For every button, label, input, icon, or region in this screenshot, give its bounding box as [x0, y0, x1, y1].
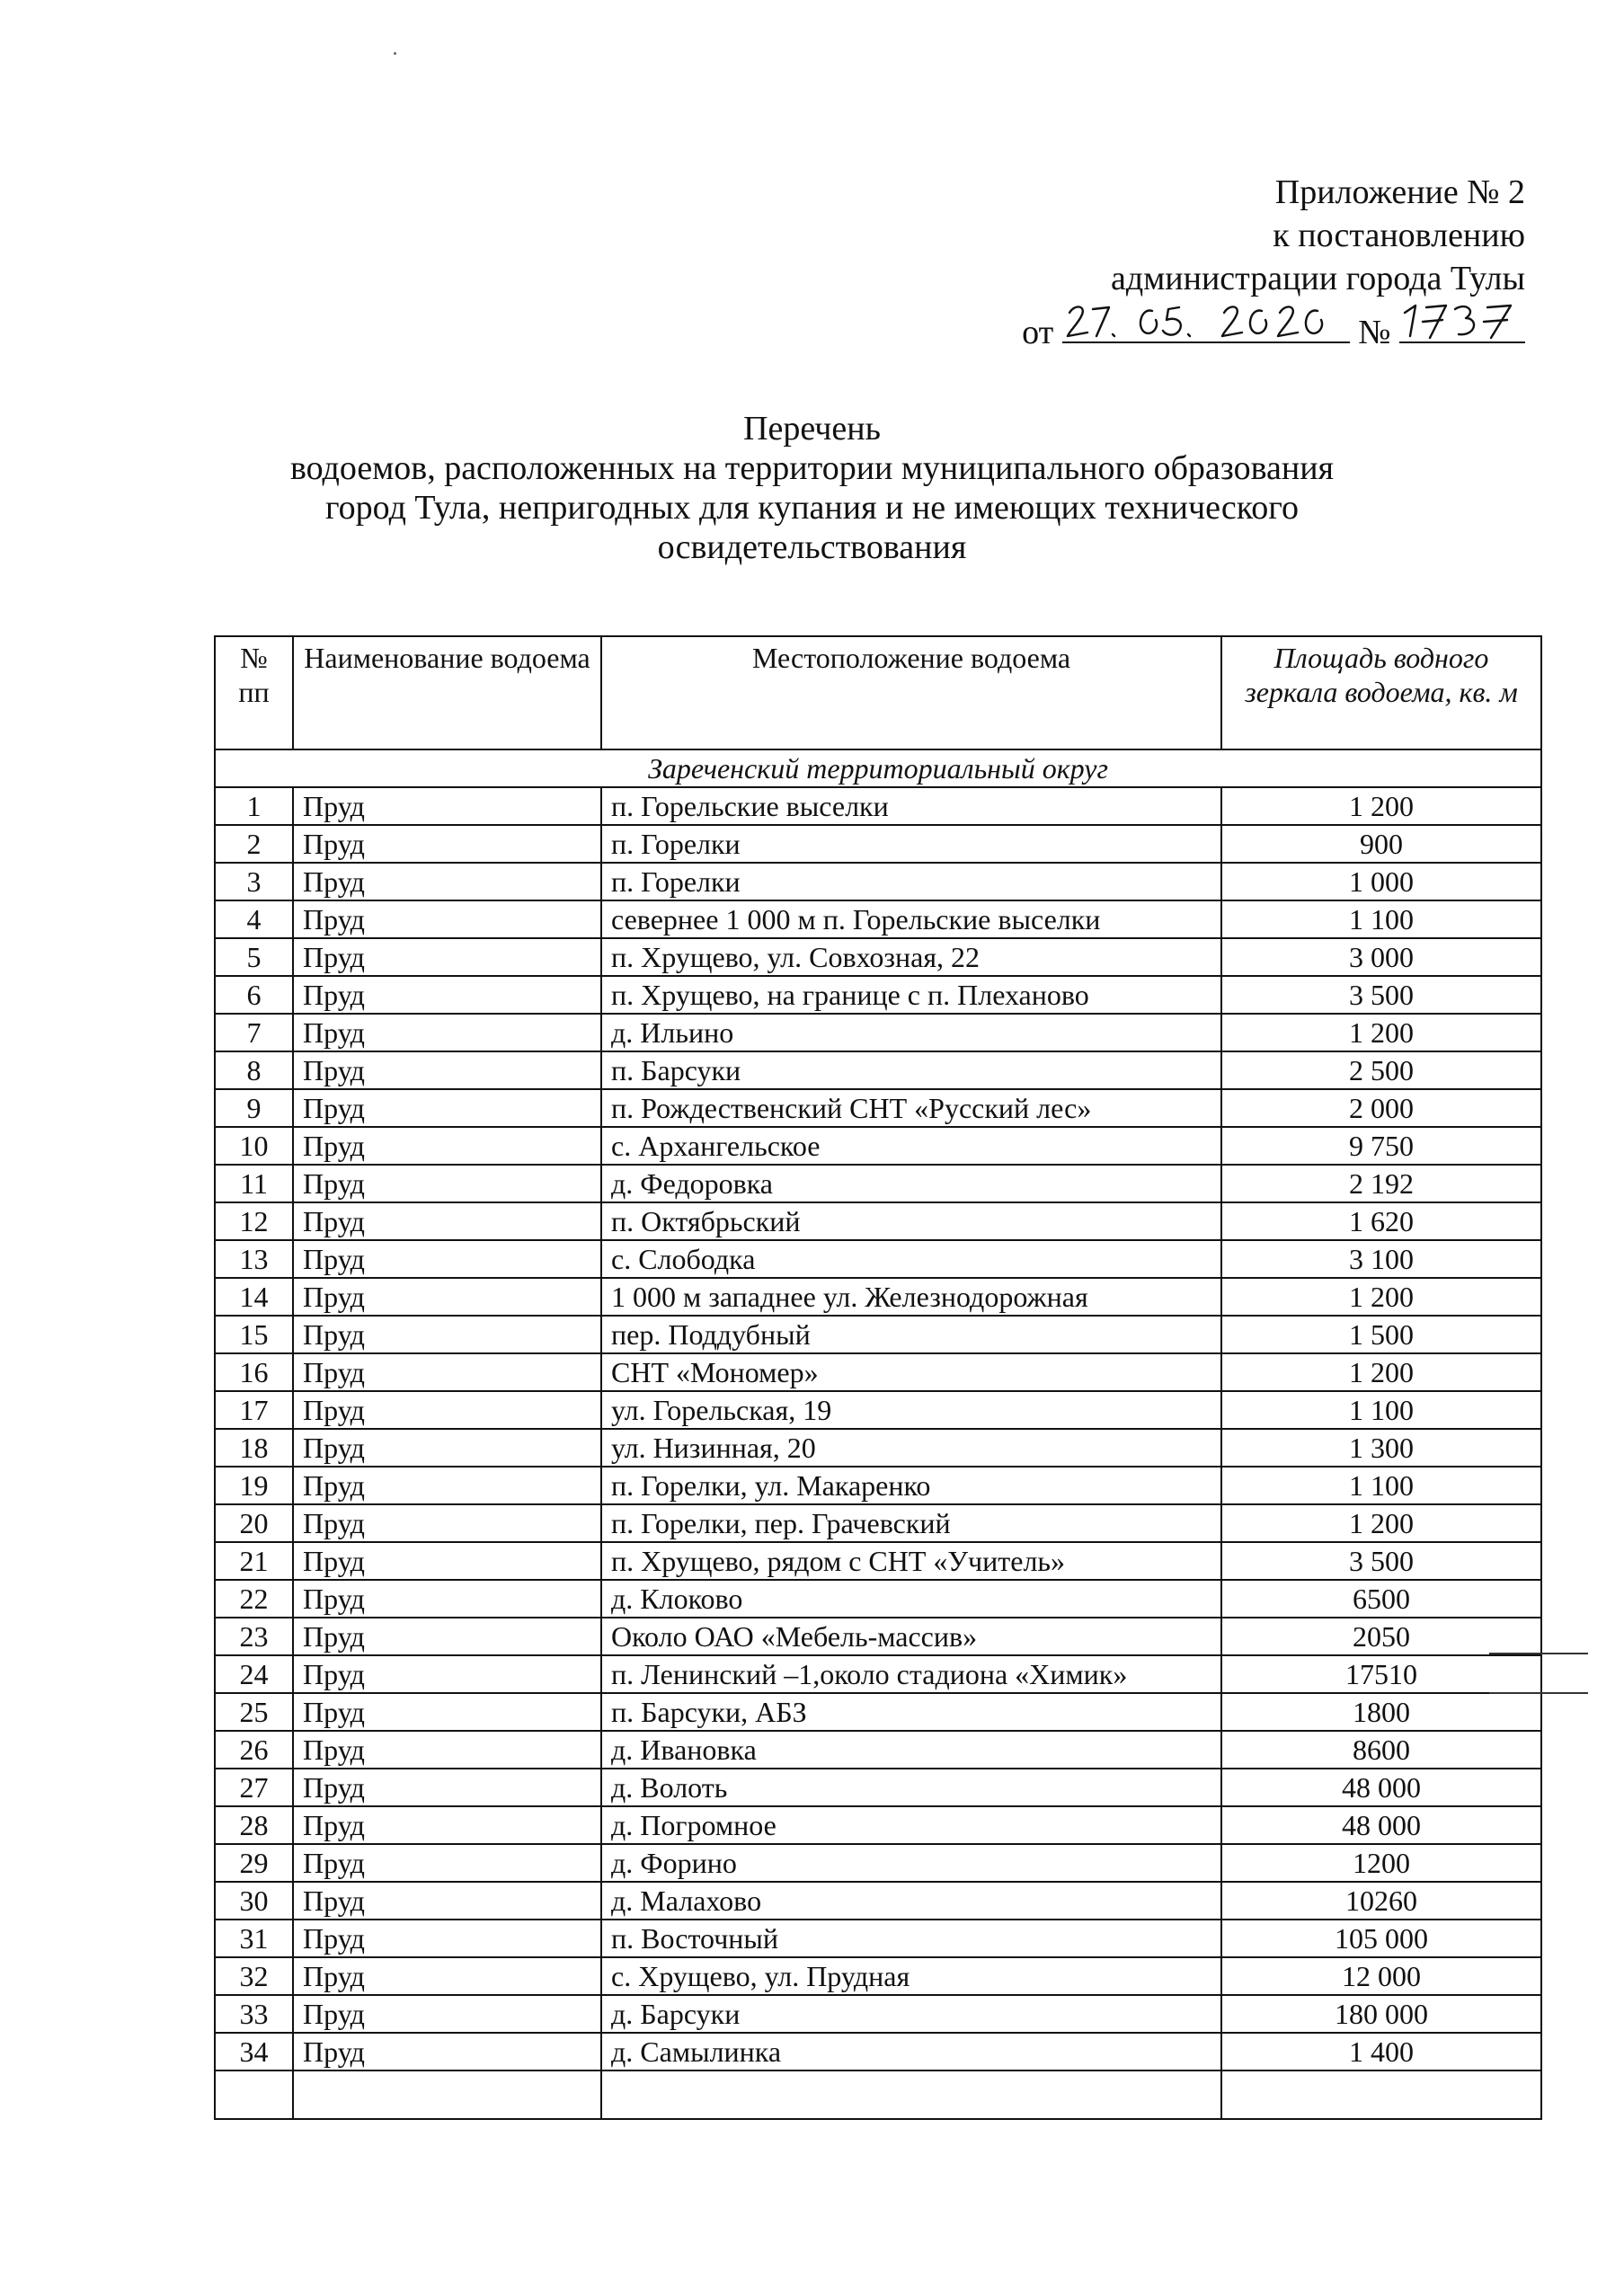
- row-water-body-name: Пруд: [293, 1882, 601, 1920]
- row-water-body-name: Пруд: [293, 863, 601, 900]
- row-area: 8600: [1221, 1731, 1541, 1769]
- row-number: 27: [215, 1769, 293, 1806]
- row-number: 9: [215, 1089, 293, 1127]
- row-area: 1 300: [1221, 1429, 1541, 1467]
- table-row: [215, 938, 1541, 976]
- title-line-4: освидетельствования: [657, 528, 967, 566]
- row-area: 1 200: [1221, 1014, 1541, 1051]
- row-area: 900: [1221, 825, 1541, 863]
- row-number: 29: [215, 1844, 293, 1882]
- table-row: [215, 1278, 1541, 1316]
- row-number: 23: [215, 1618, 293, 1655]
- row-number: 15: [215, 1316, 293, 1353]
- row-location: д. Ивановка: [601, 1731, 1221, 1769]
- row-water-body-name: Пруд: [293, 1542, 601, 1580]
- row-location: ул. Горельская, 19: [601, 1391, 1221, 1429]
- row-location: п. Восточный: [601, 1920, 1221, 1957]
- row-water-body-name: Пруд: [293, 1165, 601, 1202]
- row-area: 2 000: [1221, 1089, 1541, 1127]
- handwritten-date: [1062, 300, 1350, 343]
- row-location: пер. Поддубный: [601, 1316, 1221, 1353]
- empty-cell: [215, 2070, 293, 2119]
- row-area: 3 500: [1221, 1542, 1541, 1580]
- row-location: п. Барсуки, АБЗ: [601, 1693, 1221, 1731]
- from-label: от: [1022, 314, 1054, 351]
- row-number: 18: [215, 1429, 293, 1467]
- table-row: [215, 1504, 1541, 1542]
- handwritten-number: [1399, 300, 1525, 343]
- row-area: 12 000: [1221, 1957, 1541, 1995]
- table-row: [215, 1014, 1541, 1051]
- row-water-body-name: Пруд: [293, 1731, 601, 1769]
- row-water-body-name: Пруд: [293, 1202, 601, 1240]
- row-number: 1: [215, 787, 293, 825]
- row-water-body-name: Пруд: [293, 1467, 601, 1504]
- table-row: [215, 1693, 1541, 1731]
- row-area: 6500: [1221, 1580, 1541, 1618]
- row-water-body-name: Пруд: [293, 1504, 601, 1542]
- row-water-body-name: Пруд: [293, 976, 601, 1014]
- row-water-body-name: Пруд: [293, 1316, 601, 1353]
- column-header-location: Местоположение водоема: [601, 636, 1221, 749]
- number-label: №: [1358, 314, 1391, 351]
- row-water-body-name: Пруд: [293, 1693, 601, 1731]
- column-header-area: Площадь водного зеркала водоема, кв. м: [1221, 636, 1541, 749]
- row-water-body-name: Пруд: [293, 1051, 601, 1089]
- row-water-body-name: Пруд: [293, 825, 601, 863]
- row-location: д. Федоровка: [601, 1165, 1221, 1202]
- row-area: 1 200: [1221, 1278, 1541, 1316]
- row-water-body-name: Пруд: [293, 1127, 601, 1165]
- row-area: 1 200: [1221, 1353, 1541, 1391]
- table-row: [215, 1995, 1541, 2033]
- row-location: 1 000 м западнее ул. Железнодорожная: [601, 1278, 1221, 1316]
- empty-cell: [601, 2070, 1221, 2119]
- row-water-body-name: Пруд: [293, 1655, 601, 1693]
- table-row: [215, 1391, 1541, 1429]
- table-row: [215, 1353, 1541, 1391]
- row-water-body-name: Пруд: [293, 938, 601, 976]
- row-water-body-name: Пруд: [293, 1957, 601, 1995]
- row-number: 32: [215, 1957, 293, 1995]
- table-row: [215, 863, 1541, 900]
- row-water-body-name: Пруд: [293, 1920, 601, 1957]
- row-location: п. Хрущево, рядом с СНТ «Учитель»: [601, 1542, 1221, 1580]
- scan-margin-lines: [1489, 1646, 1588, 1700]
- row-area: 180 000: [1221, 1995, 1541, 2033]
- row-number: 14: [215, 1278, 293, 1316]
- row-area: 2050: [1221, 1618, 1541, 1655]
- row-location: ул. Низинная, 20: [601, 1429, 1221, 1467]
- row-water-body-name: Пруд: [293, 1353, 601, 1391]
- table-row: [215, 1618, 1541, 1655]
- row-area: 1 100: [1221, 1467, 1541, 1504]
- row-water-body-name: Пруд: [293, 1429, 601, 1467]
- row-number: 10: [215, 1127, 293, 1165]
- table-header-row: [215, 636, 1541, 749]
- row-water-body-name: Пруд: [293, 1391, 601, 1429]
- table-row: [215, 1542, 1541, 1580]
- appendix-resolution-line: к постановлению: [1273, 217, 1525, 254]
- row-area: 2 192: [1221, 1165, 1541, 1202]
- row-area: 48 000: [1221, 1769, 1541, 1806]
- row-area: 1 400: [1221, 2033, 1541, 2070]
- row-water-body-name: Пруд: [293, 1844, 601, 1882]
- row-location: п. Горелки: [601, 863, 1221, 900]
- scan-speck: [394, 52, 396, 55]
- row-water-body-name: Пруд: [293, 1995, 601, 2033]
- row-number: 19: [215, 1467, 293, 1504]
- empty-cell: [293, 2070, 601, 2119]
- handwritten-date-signature: [1062, 300, 1350, 341]
- row-area: 1 000: [1221, 863, 1541, 900]
- table-row: [215, 1769, 1541, 1806]
- row-area: 10260: [1221, 1882, 1541, 1920]
- row-area: 1 200: [1221, 787, 1541, 825]
- table-row: [215, 1467, 1541, 1504]
- row-water-body-name: Пруд: [293, 900, 601, 938]
- row-number: 5: [215, 938, 293, 976]
- table-row: [215, 1202, 1541, 1240]
- row-number: 28: [215, 1806, 293, 1844]
- row-number: 34: [215, 2033, 293, 2070]
- row-area: 1 620: [1221, 1202, 1541, 1240]
- row-number: 26: [215, 1731, 293, 1769]
- row-number: 25: [215, 1693, 293, 1731]
- row-location: с. Слободка: [601, 1240, 1221, 1278]
- table-row: [215, 1165, 1541, 1202]
- table-row: [215, 1089, 1541, 1127]
- row-number: 3: [215, 863, 293, 900]
- row-area: 1 100: [1221, 900, 1541, 938]
- row-area: 3 500: [1221, 976, 1541, 1014]
- row-number: 31: [215, 1920, 293, 1957]
- empty-table-row: [215, 2070, 1541, 2119]
- table-row: [215, 900, 1541, 938]
- row-area: 1 100: [1221, 1391, 1541, 1429]
- row-location: с. Архангельское: [601, 1127, 1221, 1165]
- table-row: [215, 1882, 1541, 1920]
- table-body: [215, 749, 1541, 2119]
- title-line-3: город Тула, непригодных для купания и не имеющих технического: [325, 489, 1299, 527]
- row-number: 2: [215, 825, 293, 863]
- row-location: п. Ленинский –1,около стадиона «Химик»: [601, 1655, 1221, 1693]
- row-location: д. Форино: [601, 1844, 1221, 1882]
- appendix-administration-line: администрации города Тулы: [1111, 260, 1525, 297]
- table-row: [215, 1580, 1541, 1618]
- district-name: Зареченский территориальный округ: [215, 749, 1541, 787]
- row-number: 11: [215, 1165, 293, 1202]
- row-location: п. Горелки, пер. Грачевский: [601, 1504, 1221, 1542]
- row-area: 1800: [1221, 1693, 1541, 1731]
- water-bodies-table: [214, 635, 1542, 2120]
- table-row: [215, 787, 1541, 825]
- row-area: 105 000: [1221, 1920, 1541, 1957]
- district-row: [215, 749, 1541, 787]
- row-area: 17510: [1221, 1655, 1541, 1693]
- row-water-body-name: Пруд: [293, 1580, 601, 1618]
- row-number: 8: [215, 1051, 293, 1089]
- row-location: д. Самылинка: [601, 2033, 1221, 2070]
- title-heading: Перечень: [743, 410, 881, 448]
- row-number: 17: [215, 1391, 293, 1429]
- row-number: 6: [215, 976, 293, 1014]
- row-number: 33: [215, 1995, 293, 2033]
- row-number: 13: [215, 1240, 293, 1278]
- table-row: [215, 976, 1541, 1014]
- row-area: 3 100: [1221, 1240, 1541, 1278]
- row-number: 12: [215, 1202, 293, 1240]
- row-water-body-name: Пруд: [293, 1769, 601, 1806]
- table-row: [215, 1731, 1541, 1769]
- row-location: п. Рождественский СНТ «Русский лес»: [601, 1089, 1221, 1127]
- row-number: 22: [215, 1580, 293, 1618]
- row-number: 20: [215, 1504, 293, 1542]
- table-row: [215, 1920, 1541, 1957]
- table-row: [215, 1240, 1541, 1278]
- row-number: 7: [215, 1014, 293, 1051]
- row-water-body-name: Пруд: [293, 1014, 601, 1051]
- row-number: 24: [215, 1655, 293, 1693]
- row-number: 21: [215, 1542, 293, 1580]
- appendix-title: Приложение № 2: [1274, 173, 1525, 211]
- row-location: д. Волоть: [601, 1769, 1221, 1806]
- row-water-body-name: Пруд: [293, 1278, 601, 1316]
- handwritten-number-signature: [1399, 300, 1525, 341]
- row-location: Около ОАО «Мебель-массив»: [601, 1618, 1221, 1655]
- table-row: [215, 2033, 1541, 2070]
- row-location: СНТ «Мономер»: [601, 1353, 1221, 1391]
- row-location: п. Горельские выселки: [601, 787, 1221, 825]
- appendix-date-number-line: [1022, 300, 1525, 354]
- row-location: д. Погромное: [601, 1806, 1221, 1844]
- table-row: [215, 1806, 1541, 1844]
- row-location: п. Горелки, ул. Макаренко: [601, 1467, 1221, 1504]
- empty-cell: [1221, 2070, 1541, 2119]
- row-location: д. Малахово: [601, 1882, 1221, 1920]
- table-row: [215, 1655, 1541, 1693]
- table-row: [215, 1844, 1541, 1882]
- column-header-number: № пп: [215, 636, 293, 749]
- row-water-body-name: Пруд: [293, 2033, 601, 2070]
- row-location: д. Клоково: [601, 1580, 1221, 1618]
- row-area: 3 000: [1221, 938, 1541, 976]
- row-location: д. Ильино: [601, 1014, 1221, 1051]
- title-line-2: водоемов, расположенных на территории муниципального образования: [289, 449, 1335, 487]
- row-water-body-name: Пруд: [293, 1806, 601, 1844]
- row-water-body-name: Пруд: [293, 1618, 601, 1655]
- table-row: [215, 1429, 1541, 1467]
- row-water-body-name: Пруд: [293, 1089, 601, 1127]
- row-area: 1 500: [1221, 1316, 1541, 1353]
- row-area: 9 750: [1221, 1127, 1541, 1165]
- row-number: 30: [215, 1882, 293, 1920]
- table-row: [215, 1127, 1541, 1165]
- document-title: [0, 409, 1624, 567]
- row-number: 16: [215, 1353, 293, 1391]
- column-header-name: Наименование водоема: [293, 636, 601, 749]
- row-number: 4: [215, 900, 293, 938]
- row-location: п. Хрущево, ул. Совхозная, 22: [601, 938, 1221, 976]
- table-row: [215, 825, 1541, 863]
- row-location: п. Барсуки: [601, 1051, 1221, 1089]
- row-area: 1 200: [1221, 1504, 1541, 1542]
- table-row: [215, 1316, 1541, 1353]
- row-location: с. Хрущево, ул. Прудная: [601, 1957, 1221, 1995]
- table-row: [215, 1051, 1541, 1089]
- row-location: п. Октябрьский: [601, 1202, 1221, 1240]
- row-location: п. Хрущево, на границе с п. Плеханово: [601, 976, 1221, 1014]
- row-water-body-name: Пруд: [293, 1240, 601, 1278]
- row-area: 1200: [1221, 1844, 1541, 1882]
- row-location: д. Барсуки: [601, 1995, 1221, 2033]
- row-area: 2 500: [1221, 1051, 1541, 1089]
- row-water-body-name: Пруд: [293, 787, 601, 825]
- appendix-header: [1022, 171, 1525, 354]
- row-area: 48 000: [1221, 1806, 1541, 1844]
- row-location: севернее 1 000 м п. Горельские выселки: [601, 900, 1221, 938]
- table-row: [215, 1957, 1541, 1995]
- row-location: п. Горелки: [601, 825, 1221, 863]
